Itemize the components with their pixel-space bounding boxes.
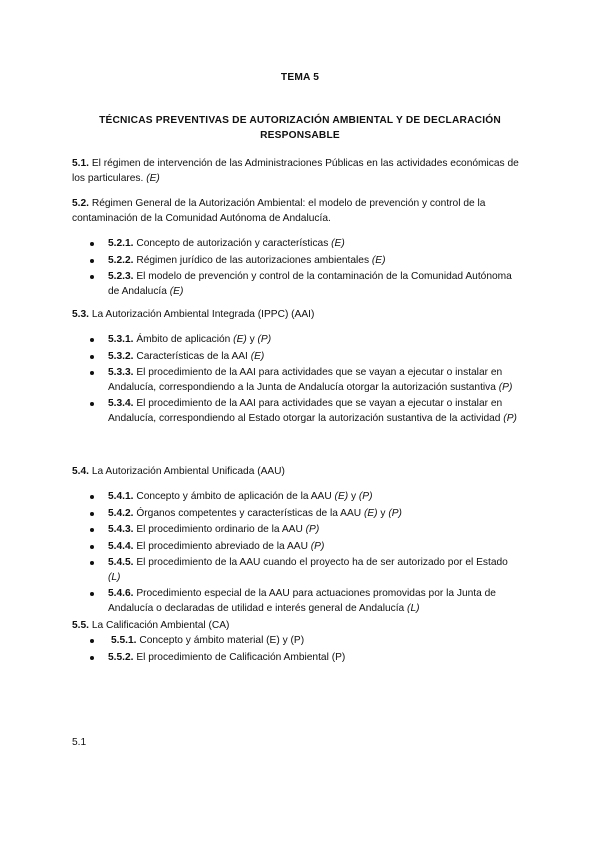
section-text: Régimen General de la Autorización Ambiental: el modelo de prevención y control de la contaminación de la Comunidad Autónoma de Andalucía. bbox=[72, 198, 486, 224]
item-tag: (E) bbox=[233, 334, 247, 345]
item-number: 5.4.1. bbox=[108, 491, 134, 502]
list-item bbox=[90, 634, 520, 649]
item-tag: (E) bbox=[371, 254, 386, 266]
item-number: 5.4.2. bbox=[108, 507, 134, 519]
item-text: Régimen jurídico de las autorizaciones ambientales bbox=[133, 254, 372, 266]
section-number: 5.2. bbox=[72, 198, 89, 209]
item-tag: (E) bbox=[169, 285, 184, 297]
item-number: 5.4.4. bbox=[108, 540, 134, 552]
subsection-list-5-2 bbox=[90, 237, 520, 301]
item-text: El procedimiento de la AAI para actividades que se vayan a ejecutar o instalar en Andalucía, correspondiendo a la Junta de Andalucía otorgar la autorización sustantiva bbox=[108, 367, 503, 393]
item-number: 5.5.1. bbox=[111, 635, 137, 646]
list-item bbox=[90, 507, 520, 522]
document-title: TÉCNICAS PREVENTIVAS DE AUTORIZACIÓN AMBIENTAL Y DE DECLARACIÓN RESPONSABLE bbox=[99, 115, 501, 141]
section-number: 5.4. bbox=[72, 466, 89, 477]
item-tag: (P) bbox=[358, 491, 373, 502]
section-number: 5.1. bbox=[72, 158, 89, 169]
item-tag: (E) bbox=[363, 507, 378, 519]
item-number: 5.3.4. bbox=[108, 398, 134, 409]
item-number: 5.4.5. bbox=[108, 557, 134, 568]
item-text: Características de la AAI bbox=[133, 350, 251, 362]
item-tag: (L) bbox=[407, 602, 420, 614]
section-number: 5.5. bbox=[72, 620, 89, 631]
item-number: 5.3.3. bbox=[108, 367, 134, 378]
item-text: El modelo de prevención y control de la contaminación de la Comunidad Autónoma de Andalucía bbox=[108, 271, 512, 297]
list-item bbox=[90, 350, 520, 365]
item-text: El procedimiento de la AAI para actividades que se vayan a ejecutar o instalar en Andalucía, correspondiendo al Estado otorgar la autorización sustantiva de la actividad bbox=[108, 398, 504, 424]
section-5-3 bbox=[72, 307, 528, 322]
list-item bbox=[90, 366, 520, 395]
item-tag: (L) bbox=[108, 571, 121, 583]
list-item bbox=[90, 490, 520, 505]
item-tag: (E) bbox=[334, 491, 349, 502]
section-5-5 bbox=[72, 618, 528, 633]
list-item bbox=[90, 651, 520, 666]
list-item bbox=[90, 254, 520, 269]
section-text: La Autorización Ambiental Unificada (AAU) bbox=[89, 466, 285, 477]
item-text: Concepto y ámbito de aplicación de la AAU bbox=[133, 491, 335, 502]
item-text: El procedimiento de Calificación Ambiental (P) bbox=[133, 651, 346, 663]
list-item bbox=[90, 237, 520, 252]
subsection-list-5-3 bbox=[90, 333, 520, 428]
item-connector: y bbox=[246, 334, 258, 345]
item-number: 5.5.2. bbox=[108, 651, 134, 663]
tema-heading: TEMA 5 bbox=[280, 72, 320, 83]
section-number: 5.3. bbox=[72, 309, 89, 320]
item-text: Ámbito de aplicación bbox=[133, 334, 234, 345]
item-tag: (P) bbox=[498, 381, 513, 393]
section-text: La Autorización Ambiental Integrada (IPPC) (AAI) bbox=[89, 309, 315, 320]
page-footer-label: 5.1 bbox=[72, 737, 87, 748]
item-text: El procedimiento de la AAU cuando el proyecto ha de ser autorizado por el Estado bbox=[133, 557, 508, 568]
item-number: 5.3.1. bbox=[108, 334, 134, 345]
subsection-list-5-4 bbox=[90, 490, 520, 618]
item-number: 5.4.3. bbox=[108, 524, 134, 535]
list-item bbox=[90, 587, 520, 616]
item-tag: (P) bbox=[310, 540, 325, 552]
item-text: El procedimiento abreviado de la AAU bbox=[133, 540, 311, 552]
item-number: 5.2.2. bbox=[108, 254, 134, 266]
item-connector: y bbox=[377, 507, 389, 519]
section-5-1 bbox=[72, 156, 528, 186]
section-tag: (E) bbox=[146, 173, 160, 184]
item-tag: (P) bbox=[388, 507, 402, 519]
section-text: El régimen de intervención de las Administraciones Públicas en las actividades económicas de los particulares. bbox=[72, 158, 519, 184]
list-item bbox=[90, 333, 520, 348]
item-tag: (E) bbox=[250, 350, 265, 362]
item-number: 5.3.2. bbox=[108, 350, 134, 362]
list-item bbox=[90, 540, 520, 555]
list-item bbox=[90, 556, 520, 585]
list-item bbox=[90, 397, 520, 426]
section-5-2 bbox=[72, 196, 528, 226]
item-number: 5.4.6. bbox=[108, 588, 134, 599]
section-5-4 bbox=[72, 464, 528, 479]
item-number: 5.2.1. bbox=[108, 238, 134, 249]
item-text: Concepto y ámbito material (E) y (P) bbox=[136, 635, 305, 646]
item-text: Concepto de autorización y características bbox=[133, 238, 332, 249]
item-tag: (P) bbox=[305, 524, 320, 535]
section-text: La Calificación Ambiental (CA) bbox=[89, 620, 230, 631]
item-tag: (E) bbox=[331, 238, 345, 249]
subsection-list-5-5 bbox=[90, 634, 520, 667]
list-item bbox=[90, 270, 520, 299]
item-text: El procedimiento ordinario de la AAU bbox=[133, 524, 306, 535]
item-tag: (P) bbox=[503, 412, 517, 424]
item-text: Órganos competentes y características de la AAU bbox=[133, 507, 364, 519]
item-number: 5.2.3. bbox=[108, 271, 134, 282]
item-text: Procedimiento especial de la AAU para actuaciones promovidas por la Junta de Andalucía o declaradas de utilidad e interés general de Andalucía bbox=[108, 588, 496, 614]
list-item bbox=[90, 523, 520, 538]
item-connector: y bbox=[348, 491, 359, 502]
item-tag: (P) bbox=[257, 334, 272, 345]
